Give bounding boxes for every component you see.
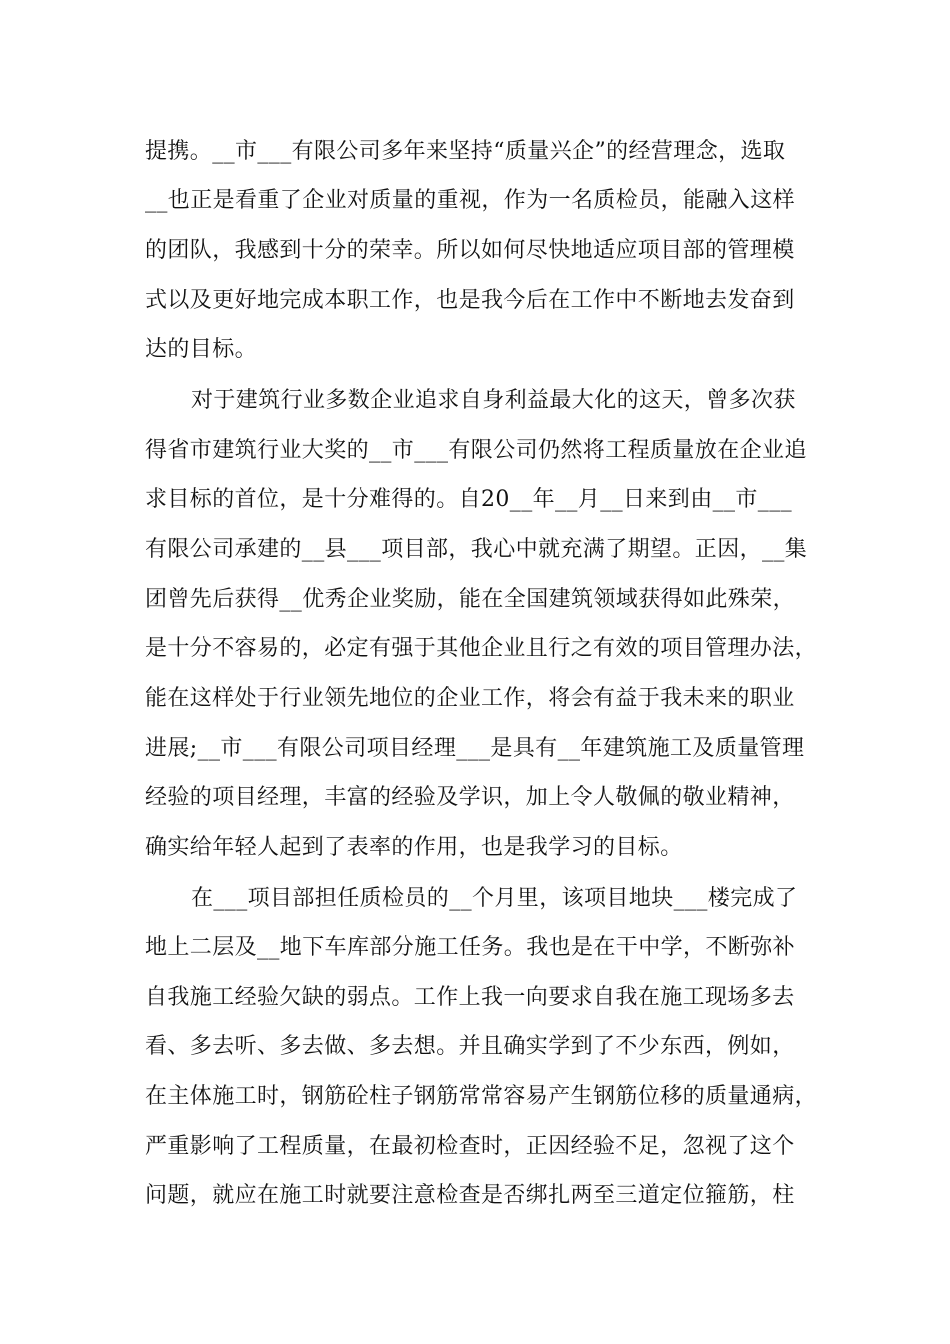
paragraph-1-line-3: 的团队，我感到十分的荣幸。所以如何尽快地适应项目部的管理模 <box>145 238 795 263</box>
paragraph-2-line-9: 经验的项目经理，丰富的经验及学识，加上令人敬佩的敬业精神， <box>145 785 795 810</box>
paragraph-3-line-2: 地上二层及__地下车库部分施工任务。我也是在干中学，不断弥补 <box>145 935 796 960</box>
paragraph-2-line-7: 能在这样处于行业领先地位的企业工作，将会有益于我未来的职业 <box>145 686 795 711</box>
paragraph-2-line-3: 求目标的首位，是十分难得的。自20__年__月__日来到由__市___ <box>145 487 792 512</box>
paragraph-3-line-3: 自我施工经验欠缺的弱点。工作上我一向要求自我在施工现场多去 <box>145 985 795 1010</box>
paragraph-3-line-1: 在___项目部担任质检员的__个月里，该项目地块___楼完成了 <box>191 886 798 911</box>
paragraph-2-line-2: 得省市建筑行业大奖的__市___有限公司仍然将工程质量放在企业追 <box>145 438 807 463</box>
paragraph-3-line-4: 看、多去听、多去做、多去想。并且确实学到了不少东西，例如， <box>145 1034 795 1059</box>
paragraph-2-line-8: 进展;__市___有限公司项目经理___是具有__年建筑施工及质量管理 <box>145 736 805 761</box>
paragraph-2-line-10: 确实给年轻人起到了表率的作用，也是我学习的目标。 <box>145 835 683 860</box>
paragraph-1-line-1: 提携。__市___有限公司多年来坚持“质量兴企”的经营理念，选取 <box>145 139 786 164</box>
paragraph-3-line-5: 在主体施工时，钢筋砼柱子钢筋常常容易产生钢筋位移的质量通病， <box>145 1084 818 1109</box>
paragraph-2-line-1: 对于建筑行业多数企业追求自身利益最大化的这天，曾多次获 <box>191 388 796 413</box>
paragraph-3-line-7: 问题，就应在施工时就要注意检查是否绑扎两至三道定位箍筋，柱 <box>145 1183 795 1208</box>
paragraph-2-line-6: 是十分不容易的，必定有强于其他企业且行之有效的项目管理办法， <box>145 636 818 661</box>
paragraph-2-line-5: 团曾先后获得__优秀企业奖励，能在全国建筑领域获得如此殊荣， <box>145 587 796 612</box>
paragraph-2-line-4: 有限公司承建的__县___项目部，我心中就充满了期望。正因，__集 <box>145 537 808 562</box>
paragraph-1-line-4: 式以及更好地完成本职工作，也是我今后在工作中不断地去发奋到 <box>145 288 795 313</box>
paragraph-1-line-5: 达的目标。 <box>145 337 258 362</box>
paragraph-1-line-2: __也正是看重了企业对质量的重视，作为一名质检员，能融入这样 <box>145 188 796 213</box>
paragraph-3-line-6: 严重影响了工程质量，在最初检查时，正因经验不足，忽视了这个 <box>145 1134 795 1159</box>
